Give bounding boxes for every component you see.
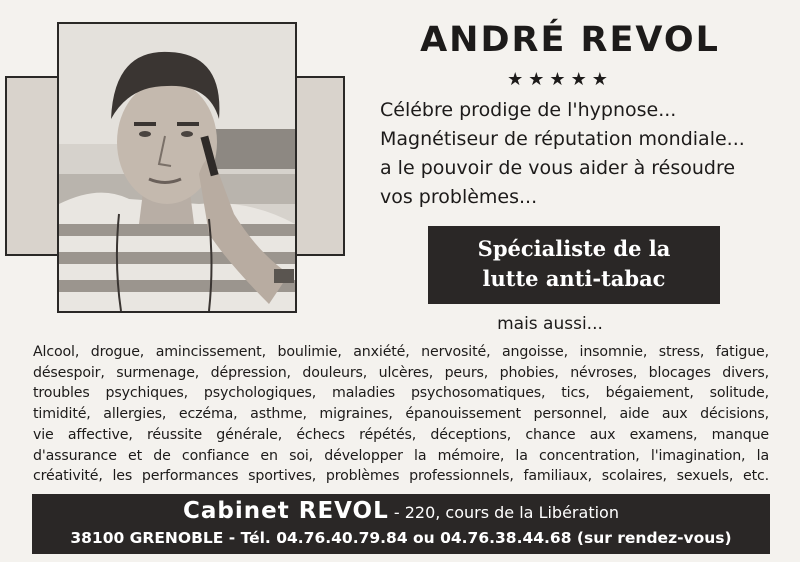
rating-stars: ★★★★★	[507, 69, 613, 90]
portrait-illustration	[59, 24, 295, 311]
problems-line: d'assurance et de confiance en soi, développer la mémoire, la concentration, l'imagination, la	[33, 447, 769, 464]
problems-line: créativité, les performances sportives, problèmes professionnels, familiaux, scolaires, sexuels, etc.	[33, 468, 769, 485]
mais-aussi-label: mais aussi...	[497, 314, 603, 334]
cabinet-address: - 220, cours de la Libération	[388, 503, 619, 522]
problems-list	[33, 342, 769, 487]
problems-line: vie affective, réussite générale, échecs répétés, déceptions, chance aux examens, manque	[33, 426, 769, 443]
specialty-line: Spécialiste de la	[477, 236, 671, 261]
problems-line: timidité, allergies, eczéma, asthme, migraines, épanouissement personnel, aide aux décisions,	[33, 406, 769, 423]
contact-footer	[32, 494, 770, 554]
practitioner-name: ANDRÉ REVOL	[420, 20, 720, 60]
problems-line: troubles psychiques, psychologiques, maladies psychosomatiques, tics, bégaiement, solitude,	[33, 385, 769, 402]
footer-contact-line: 38100 GRENOBLE - Tél. 04.76.40.79.84 ou 04.76.38.44.68 (sur rendez-vous)	[70, 529, 732, 547]
portrait-photo	[57, 22, 297, 313]
footer-cabinet-line	[32, 496, 770, 528]
problems-line: Alcool, drogue, amincissement, boulimie, anxiété, nervosité, angoisse, insomnie, stress, fatigue,	[33, 344, 769, 360]
specialty-box	[428, 226, 720, 304]
cabinet-name: Cabinet REVOL	[183, 498, 389, 524]
intro-line: vos problèmes...	[380, 186, 538, 208]
intro-line: Célébre prodige de l'hypnose...	[380, 99, 677, 121]
specialty-line: lutte anti-tabac	[482, 266, 666, 291]
intro-text	[380, 96, 780, 212]
problems-line: désespoir, surmenage, dépression, douleurs, ulcères, peurs, phobies, névroses, blocages divers,	[33, 364, 769, 381]
intro-line: a le pouvoir de vous aider à résoudre	[380, 157, 736, 179]
intro-line: Magnétiseur de réputation mondiale...	[380, 128, 745, 150]
